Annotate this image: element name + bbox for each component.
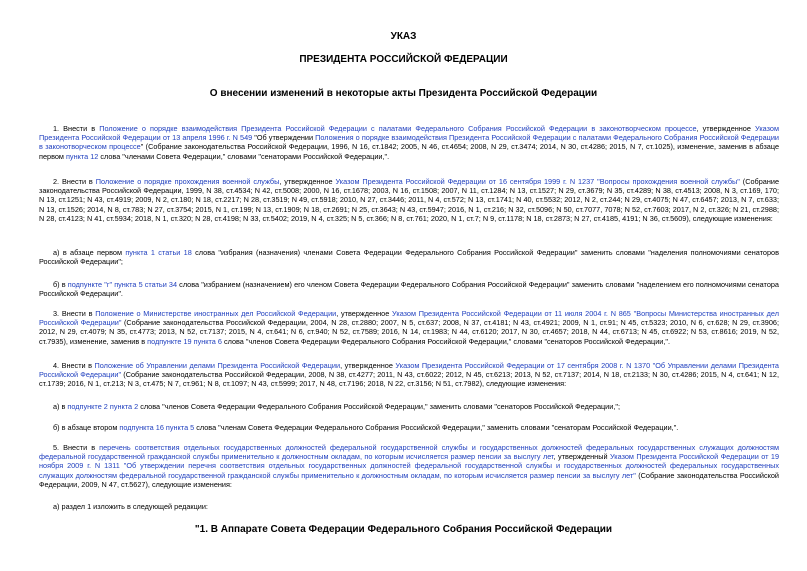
paragraph-2b [39,280,779,298]
text: слова "членам Совета Федерации Федерального Собрания Российской Федерации," заменить словами "сенаторам Российской Федерации,". [194,423,679,432]
link-clause-2[interactable]: подпункте 2 пункта 2 [67,402,139,411]
link-regulation-interaction-2[interactable]: Положения о порядке взаимодействия Президента Российской Федерации с палатами Федерального Собрания Российской Федерации в законотворческом процессе [39,133,779,152]
decree-subtitle: О внесении изменений в некоторые акты Президента Российской Федерации [209,88,598,99]
text: " (Собрание законодательства Российской Федерации, 1996, N 16, ст.1842; 2005, N 46, ст.4654; 2008, N 29, ст.3474; 2014, N 30, ст.4286; 2015, N 7, ст.1025), изменение, заменив в абзаце первом [39,142,780,161]
text: (Собрание законодательства Российской Федерации, 1999, N 38, ст.4534; N 42, ст.5008; 2000, N 16, ст.1678; 2003, N 16, ст.1508; 2007, N 11, ст.1284; N 13, ст.1527; N 29, ст.3679; N 35, ст.4289; N 38, ст.4513; 2008, N 3, ст.169, 170; N 13, ст.1251; N 43, ст.4919; 2009, N 2, ст.180; N 18, ст.2217; N 28, ст.3519; N 49, ст.5918; 2010, N 27, ст.3446; 2011, N 4, ст.572; N 13, ст.1741; N 40, ст.5532; 2012, N 2, ст.244; N 29, ст.4075; N 47, ст.6457; 2013, N 7, ст.633; N 13, ст.1526; 2014, N 8, ст.783; N 27, ст.3754; 2015, N 1, ст.199; N 13, ст.1909; N 18, ст.2691; N 25, ст.3643; N 43, ст.5947; 2016, N 1, ст.216; N 32, ст.5096; N 50, ст.7077, 7078; N 52, ст.7603; 2017, N 2, ст.326; N 21, ст.2988; N 28, ст.4123; N 41, ст.5934; 2018, N 1, ст.320; N 28, ст.4198; N 33, ст.5402; 2019, N 4, ст.325; N 5, ст.366; N 8, ст.761; 2020, N 1, ст.7; N 9, ст.1178; N 18, ст.2873; N 27, ст.4185, 4191; N 36, ст.5609), следующие изменения: [39,177,780,223]
link-clause-12[interactable]: пункта 12 [65,151,99,161]
link-admin-regulation[interactable]: Положение об Управлении делами Президента Российской Федерации [94,361,341,370]
paragraph-2a [39,248,779,266]
link-clause-5[interactable]: подпункта 16 пункта 5 [119,423,195,432]
text: 5. Внести в [53,443,100,452]
text: (Собрание законодательства Российской Федерации, 2008, N 38, ст.4277; 2011, N 43, ст.6022; 2012, N 45, ст.6213; 2013, N 52, ст.7137; 2014, N 18, ст.2133; N 30, ст.4286; 2015, N 4, ст.641; N 12, ст.1739; 2016, N 1, ст.213; N 3, ст.475; N 7, ст.961; N 8, ст.1097; N 43, ст.5999; 2017, N 48, ст.7196; 2018, N 22, ст.3156; N 51, ст.7982), следующие изменения: [39,370,779,389]
decree-heading: УКАЗ [390,31,417,42]
decree-issuer: ПРЕЗИДЕНТА РОССИЙСКОЙ ФЕДЕРАЦИИ [299,54,508,65]
text: , утвержденное [340,361,396,370]
text: , утвержденное [696,124,756,133]
text: (Собрание законодательства Российской Федерации, 2009, N 47, ст.5627), следующие изменения: [39,470,780,489]
link-positions-list[interactable]: перечень соответствия отдельных государственных должностей федеральной государственной службы и государственных должностей федеральных государственных служащих должностям федеральной государственной гражданской службы применительно к должностным окладам, по которым исчисляется размер пенсии за выслугу лет [39,443,779,462]
text: слова "избранием (назначением) его членом Совета Федерации Федерального Собрания Российской Федерации" заменить словами "наделением его полномочиями сенатора Российской Федерации". [39,280,779,299]
text: , утвержденное [336,309,393,318]
text: 3. Внести в [53,309,96,318]
link-military-service-regulation[interactable]: Положение о порядке прохождения военной службы [95,177,280,186]
text: слова "членами Совета Федерации," словами "сенаторами Российской Федерации,". [98,151,390,161]
text: 1. Внести в [53,124,100,133]
link-article-18[interactable]: пункта 1 статьи 18 [125,248,192,257]
paragraph-4a [39,402,779,411]
text: , утвержденное [279,177,336,186]
paragraph-4 [39,361,779,389]
link-decree-1311[interactable]: Указом Президента Российской Федерации от 19 ноября 2009 г. N 1311 "Об утверждении перечня соответствия отдельных государственных должностей федеральной государственной службы и государственных должностей федеральных государственных служащих должностям федеральной государственной гражданской службы применительно к должностным окладам, по которым исчисляется размер пенсии за выслугу лет" [39,452,780,480]
link-decree-865[interactable]: Указом Президента Российской Федерации от 11 июля 2004 г. N 865 "Вопросы Министерства иностранных дел Российской Федерации" [39,309,779,328]
text: 4. Внести в [53,361,95,370]
paragraph-3 [39,309,779,346]
text: 2. Внести в [53,177,96,186]
section-heading-quote: "1. В Аппарате Совета Федерации Федерального Собрания Российской Федерации [194,524,613,535]
text: (Собрание законодательства Российской Федерации, 2004, N 28, ст.2880; 2007, N 5, ст.637; 2008, N 37, ст.4181; N 43, ст.4921; 2009, N 1, ст.91; N 45, ст.5323; 2010, N 6, ст.628; N 29, ст.3906; 2012, N 29, ст.4079; N 35, ст.4773; 2013, N 52, ст.7137; 2015, N 4, ст.641; N 6, ст.940; N 52, ст.7589; 2016, N 14, ст.1983; N 44, ст.6120; 2017, N 30, ст.4657; 2018, N 44, ст.6713; N 45, ст.6922; N 53, ст.8616; 2019, N 52, ст.7935), изменение, заменив в [39,318,779,346]
text: слова "членов Совета Федерации Федерального Собрания Российской Федерации," словами "сенаторов Российской Федерации,". [221,336,670,346]
text: слова "избрания (назначения) членами Совета Федерации Федерального Собрания Российской Федерации" заменить словами "наделения полномочиями сенаторов Российской Федерации"; [39,248,779,267]
text: слова "членов Совета Федерации Федерального Собрания Российской Федерации," заменить словами "сенаторов Российской Федерации,"; [138,402,620,411]
link-mfa-regulation[interactable]: Положение о Министерстве иностранных дел Российской Федерации [95,309,337,318]
paragraph-5 [39,443,779,489]
text: а) раздел 1 изложить в следующей редакции: [53,502,208,511]
text: "Об утверждении [252,133,316,143]
link-decree-549[interactable]: Указом Президента Российской Федерации от 13 апреля 1996 г. N 549 [39,124,779,143]
link-decree-1237[interactable]: Указом Президента Российской Федерации от 16 сентября 1999 г. N 1237 "Вопросы прохождения военной службы" [335,177,740,186]
text: б) в абзаце втором [53,423,120,432]
link-decree-1370[interactable]: Указом Президента Российской Федерации от 17 сентября 2008 г. N 1370 "Об Управлении делами Президента Российской Федерации" [39,361,779,380]
text: , утвержденный [553,452,610,462]
text: а) в [53,402,68,411]
link-clause-6[interactable]: подпункте 19 пункта 6 [147,336,222,346]
paragraph-2 [39,177,779,223]
paragraph-1 [39,124,779,161]
text: б) в [53,280,68,289]
text: а) в абзаце первом [53,248,126,257]
link-regulation-interaction[interactable]: Положение о порядке взаимодействия Президента Российской Федерации с палатами Федерального Собрания Российской Федерации в законотворческом процессе [99,124,697,133]
paragraph-4b [39,423,779,432]
paragraph-5a [39,502,779,511]
link-article-34[interactable]: подпункте "г" пункта 5 статьи 34 [67,280,178,289]
